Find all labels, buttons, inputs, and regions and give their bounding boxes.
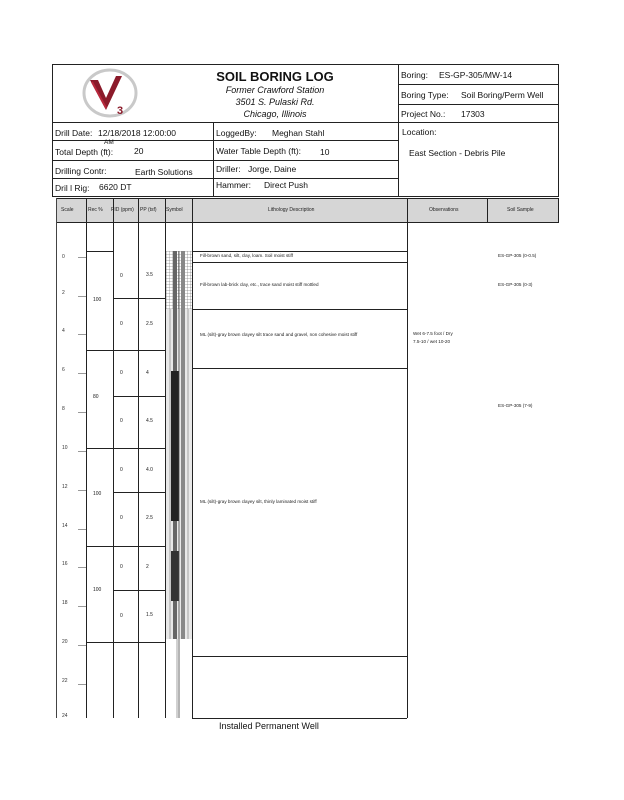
rec-value: 100 <box>93 587 102 593</box>
pid-value: 0 <box>120 564 123 570</box>
total-depth-label: Total Depth (ft): <box>55 147 114 157</box>
col-header-pid: PID (ppm) <box>111 207 134 213</box>
header-right-border <box>558 64 559 196</box>
boring-label: Boring: <box>401 70 428 80</box>
soil-sample-id: ES-GP-305 (0-0.5) <box>498 253 537 258</box>
logged-by-value: Meghan Stahl <box>272 128 325 138</box>
scale-tick-label: 14 <box>62 523 68 529</box>
header-row-line-4 <box>52 178 398 179</box>
sample-row-sep <box>113 546 166 547</box>
water-table-value: 10 <box>320 147 330 157</box>
rec-value: 100 <box>93 491 102 497</box>
scale-tick-label: 12 <box>62 484 68 490</box>
col-line-observations <box>407 198 408 718</box>
pp-value: 4 <box>146 370 149 376</box>
scale-tick-label: 10 <box>62 445 68 451</box>
sample-row-sep <box>113 590 166 591</box>
col-header-scale: Scale <box>61 207 74 213</box>
hammer-label: Hammer: <box>216 180 251 190</box>
table-header-bottom <box>56 222 559 223</box>
col-header-observations: Observations <box>429 207 459 213</box>
scale-tick-label: 0 <box>62 254 65 260</box>
col-header-soil-sample: Soil Sample <box>507 207 534 213</box>
logo-text <box>70 66 71 67</box>
header-divider-mid <box>213 122 214 196</box>
col-line-pp <box>138 198 139 718</box>
soil-sample-id: ES-GP-305 (7-9) <box>498 403 533 408</box>
col-header-lithology: Lithology Description <box>268 207 315 213</box>
rec-sep <box>86 350 114 351</box>
well-construction-icon <box>166 251 192 718</box>
hammer-value: Direct Push <box>264 180 308 190</box>
lithology-description: Fill-brown lab-brick clay, etc., trace sand moist stiff mottled <box>200 282 319 287</box>
scale-tick-label: 16 <box>62 561 68 567</box>
lithology-description: ML (silt)-gray brown clayey silt trace sand and gravel, non cohesive moist stiff <box>200 332 358 337</box>
well-symbol-graphic <box>166 251 192 718</box>
pp-value: 1.5 <box>146 612 153 618</box>
right-row-line-2 <box>398 104 558 105</box>
rec-sep <box>86 546 114 547</box>
header-row-line-1 <box>52 122 398 123</box>
scale-tick-label: 6 <box>62 367 65 373</box>
rec-sep <box>86 448 114 449</box>
pp-value: 2 <box>146 564 149 570</box>
sample-row-sep <box>113 642 166 643</box>
scale-tick-label: 8 <box>62 406 65 412</box>
sample-row-sep <box>113 396 166 397</box>
litho-boundary <box>192 251 407 252</box>
lithology-description: Fill-brown sand, silt, clay, loam. Soil moist stiff <box>200 253 294 258</box>
litho-boundary <box>192 262 407 263</box>
rec-sep <box>86 251 114 252</box>
sample-row-sep <box>113 492 166 493</box>
pp-value: 2.5 <box>146 515 153 521</box>
page-title: SOIL BORING LOG <box>216 69 334 84</box>
header-bottom-border <box>52 196 559 197</box>
location-label: Location: <box>402 127 437 137</box>
pp-value: 3.5 <box>146 272 153 278</box>
litho-boundary <box>192 368 407 369</box>
pp-value: 4.0 <box>146 467 153 473</box>
scale-tick-label: 18 <box>62 600 68 606</box>
v3-logo-icon <box>70 66 150 120</box>
drill-date-ampm: AM <box>104 139 114 146</box>
water-table-label: Water Table Depth (ft): <box>216 146 302 156</box>
sample-row-sep <box>113 350 166 351</box>
location-value: East Section - Debris Pile <box>409 148 506 158</box>
rig-label: Dril l Rig: <box>55 183 90 193</box>
col-header-pp: PP (tsf) <box>140 207 157 213</box>
header-row-line-3 <box>52 160 398 161</box>
pid-value: 0 <box>120 370 123 376</box>
footer-note: Installed Permanent Well <box>219 721 319 731</box>
logged-by-label: LoggedBy: <box>216 128 257 138</box>
observation-line: 7.5-10 / wet 10-20 <box>413 339 451 344</box>
pid-value: 0 <box>120 418 123 424</box>
contractor-label: Drilling Contr: <box>55 166 107 176</box>
col-line-soil <box>487 198 488 222</box>
scale-tick-label: 20 <box>62 639 68 645</box>
right-row-line-3 <box>398 122 558 123</box>
header-left-border <box>52 64 53 196</box>
site-address: 3501 S. Pulaski Rd. <box>235 97 315 107</box>
header-top-border <box>52 64 559 65</box>
svg-text:3: 3 <box>117 105 124 117</box>
rec-value: 80 <box>93 394 99 400</box>
scale-tick-label: 4 <box>62 328 65 334</box>
pid-value: 0 <box>120 273 123 279</box>
project-label: Project No.: <box>401 109 446 119</box>
rig-value: 6620 DT <box>99 182 132 192</box>
lithology-description: ML (silt)-gray brown clayey silt, thinly laminated moist stiff <box>200 499 317 504</box>
company-logo <box>70 66 150 120</box>
soil-sample-id: ES-GP-305 (0-3) <box>498 282 533 287</box>
col-header-rec: Rec % <box>88 207 103 213</box>
observation-line: Wet 6-7.5 foot / Dry <box>413 331 453 336</box>
pid-value: 0 <box>120 515 123 521</box>
boring-value: ES-GP-305/MW-14 <box>439 70 513 80</box>
litho-boundary <box>192 309 407 310</box>
pid-value: 0 <box>120 613 123 619</box>
pid-value: 0 <box>120 467 123 473</box>
pid-value: 0 <box>120 321 123 327</box>
driller-label: Driller: <box>216 164 241 174</box>
right-row-line-1 <box>398 84 558 85</box>
scale-tick-label: 2 <box>62 290 65 296</box>
sample-row-sep <box>113 298 166 299</box>
scale-tick-label: 22 <box>62 678 68 684</box>
depth-scale <box>56 250 86 720</box>
site-city: Chicago, Illinois <box>243 109 307 119</box>
sample-row-sep <box>113 448 166 449</box>
col-line-pid <box>113 198 114 718</box>
col-header-symbol: Symbol <box>166 207 183 213</box>
rec-value: 100 <box>93 297 102 303</box>
col-line-lithology <box>192 198 193 718</box>
pp-value: 2.5 <box>146 321 153 327</box>
driller-value: Jorge, Daine <box>248 164 297 174</box>
boring-type-value: Soil Boring/Perm Well <box>461 90 544 100</box>
pp-value: 4.5 <box>146 418 153 424</box>
drill-date-label: Drill Date: <box>55 128 93 138</box>
total-depth-value: 20 <box>134 146 144 156</box>
table-top-border <box>56 198 559 199</box>
boring-type-label: Boring Type: <box>401 90 449 100</box>
col-line-rec <box>86 198 87 718</box>
litho-boundary <box>192 718 407 719</box>
drill-date-value: 12/18/2018 12:00:00 <box>98 128 176 138</box>
project-value: 17303 <box>461 109 485 119</box>
scale-tick-label: 24 <box>62 713 68 719</box>
rec-sep <box>86 642 114 643</box>
site-name: Former Crawford Station <box>225 85 325 95</box>
contractor-value: Earth Solutions <box>135 167 193 177</box>
table-right-border <box>558 198 559 222</box>
litho-boundary <box>192 656 407 657</box>
